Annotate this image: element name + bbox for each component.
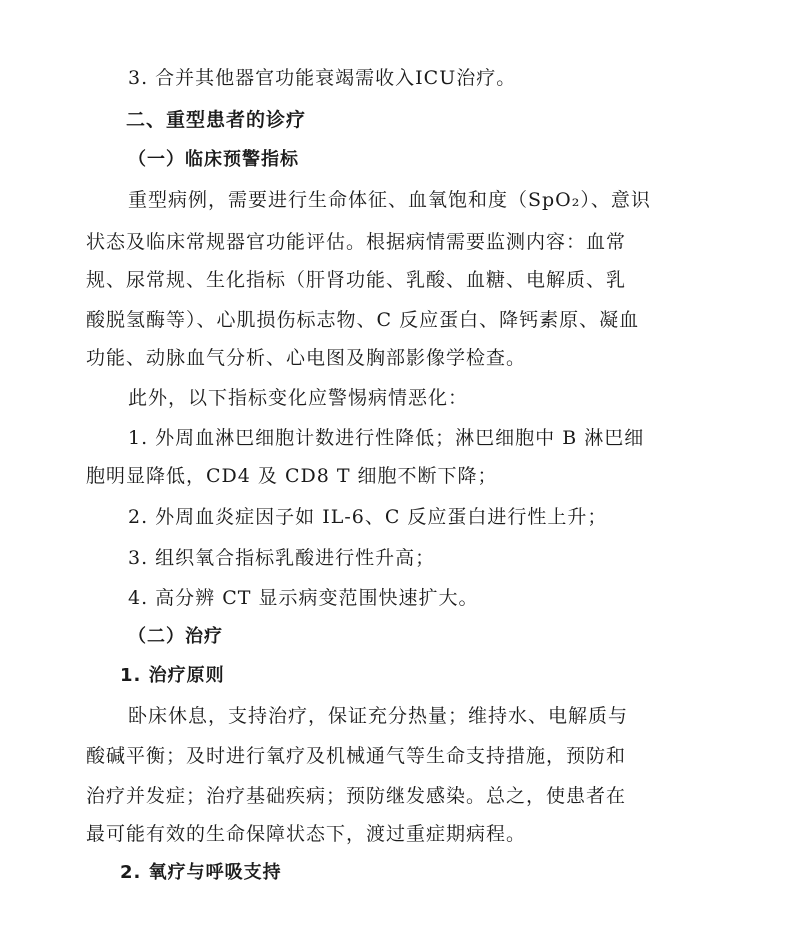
- paragraph-line: 治疗并发症；治疗基础疾病；预防继发感染。总之，使患者在: [86, 785, 627, 807]
- paragraph-line: 此外，以下指标变化应警惕病情恶化：: [128, 387, 469, 409]
- paragraph-line: 酸脱氢酶等）、心肌损伤标志物、C 反应蛋白、降钙素原、凝血: [86, 309, 640, 331]
- list-item: 2. 外周血炎症因子如 IL-6、C 反应蛋白进行性上升；: [128, 506, 608, 528]
- paragraph-line: 酸碱平衡；及时进行氧疗及机械通气等生命支持措施，预防和: [86, 745, 627, 767]
- paragraph-line: 状态及临床常规器官功能评估。根据病情需要监测内容：血常: [86, 231, 627, 253]
- heading-oxygen-therapy: 2. 氧疗与呼吸支持: [120, 862, 282, 883]
- heading-treatment-principles: 1. 治疗原则: [120, 665, 225, 686]
- list-item: 3. 组织氧合指标乳酸进行性升高；: [128, 547, 436, 569]
- list-item: 4. 高分辨 CT 显示病变范围快速扩大。: [128, 587, 479, 609]
- subsection-heading-warning-indicators: （一）临床预警指标: [128, 149, 299, 170]
- list-item: 1. 外周血淋巴细胞计数进行性降低；淋巴细胞中 B 淋巴细: [128, 427, 645, 449]
- paragraph-line: 功能、动脉血气分析、心电图及胸部影像学检查。: [86, 347, 527, 369]
- subsection-heading-treatment: （二）治疗: [128, 626, 223, 647]
- list-item-icu-admission: 3. 合并其他器官功能衰竭需收入ICU治疗。: [128, 67, 517, 89]
- section-heading-severe-diagnosis: 二、重型患者的诊疗: [126, 109, 307, 131]
- paragraph-line: 最可能有效的生命保障状态下，渡过重症期病程。: [86, 823, 527, 845]
- paragraph-line: 重型病例，需要进行生命体征、血氧饱和度（SpO₂）、意识: [128, 189, 651, 211]
- paragraph-line: 卧床休息，支持治疗，保证充分热量；维持水、电解质与: [128, 705, 629, 727]
- paragraph-line: 规、尿常规、生化指标（肝肾功能、乳酸、血糖、电解质、乳: [86, 269, 627, 291]
- list-item-continuation: 胞明显降低，CD4 及 CD8 T 细胞不断下降；: [86, 465, 498, 487]
